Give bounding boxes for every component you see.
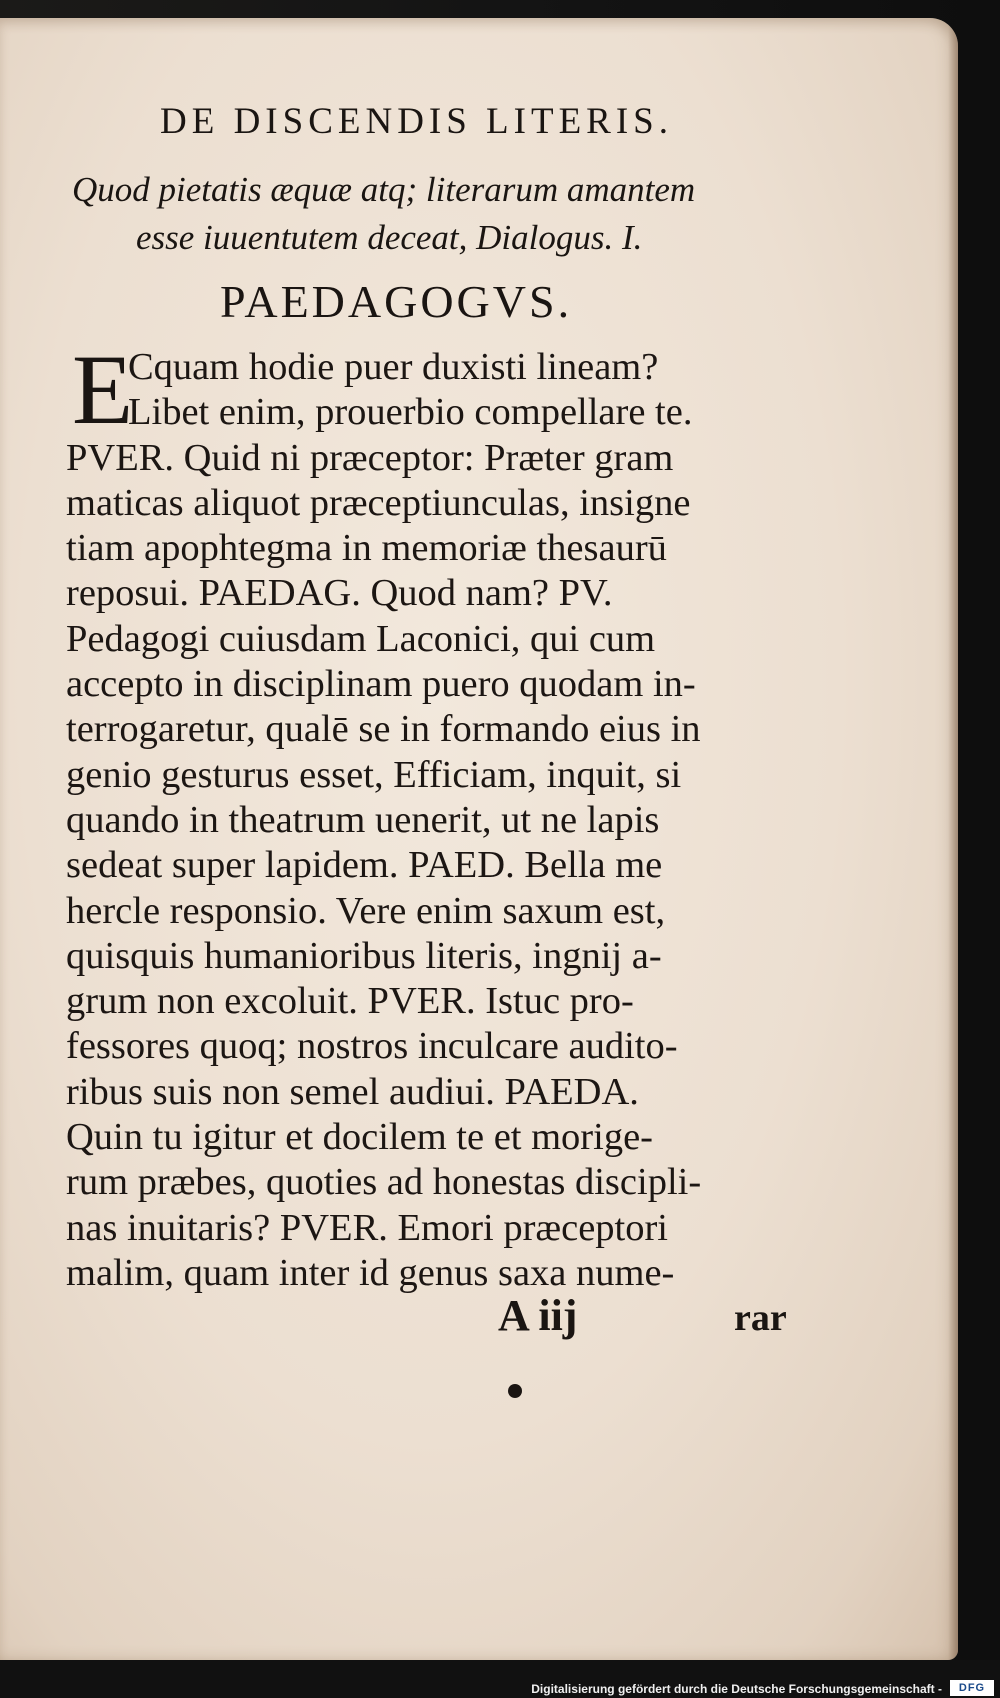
text-line: ribus suis non semel audiui. PAEDA. (66, 1070, 639, 1113)
signature-mark: A iij (498, 1291, 578, 1340)
drop-cap-initial: E (72, 334, 134, 445)
text-line: maticas aliquot præceptiunculas, insigne (66, 481, 691, 524)
speaker-heading: PAEDAGOGVS. (220, 276, 573, 327)
running-head: DE DISCENDIS LITERIS. (160, 101, 674, 142)
dfg-logo: DFG (950, 1680, 994, 1696)
page-edge-shadow (948, 18, 958, 1660)
digitization-credit: Digitalisierung gefördert durch die Deutsche Forschungsgemeinschaft - (531, 1682, 942, 1696)
chapter-title-line-1: Quod pietatis æquæ atq; literarum amantem (72, 170, 696, 209)
text-line: accepto in disciplinam puero quodam in- (66, 663, 696, 706)
text-line: terrogaretur, qualē se in formando eius in (66, 708, 701, 751)
text-line: genio gesturus esset, Efficiam, inquit, si (66, 753, 682, 796)
text-line: grum non excoluit. PVER. Istuc pro- (66, 980, 634, 1023)
text-line: Cquam hodie puer duxisti lineam? (128, 346, 659, 388)
text-line: hercle responsio. Vere enim saxum est, (66, 889, 666, 932)
text-line: nas inuitaris? PVER. Emori præceptori (66, 1206, 668, 1249)
chapter-title-line-2: esse iuuentutem deceat, Dialogus. I. (136, 218, 643, 257)
text-line: rum præbes, quoties ad honestas discipli- (66, 1161, 702, 1204)
dialogue-text (66, 334, 826, 1296)
text-line: PVER. Quid ni præceptor: Præter gram (66, 436, 674, 479)
text-line: sedeat super lapidem. PAED. Bella me (66, 844, 663, 887)
text-line: Libet enim, prouerbio compellare te. (128, 391, 693, 434)
ink-dot (508, 1384, 522, 1398)
text-line: tiam apophtegma in memoriæ thesaurū (66, 527, 667, 570)
text-line: reposui. PAEDAG. Quod nam? PV. (66, 572, 613, 615)
text-line: Quin tu igitur et docilem te et morige- (66, 1116, 653, 1159)
text-line: malim, quam inter id genus saxa nume- (66, 1251, 675, 1294)
text-line: Pedagogi cuiusdam Laconici, qui cum (66, 617, 656, 660)
text-line: quando in theatrum uenerit, ut ne lapis (66, 798, 660, 841)
text-line: fessores quoq; nostros inculcare audito- (66, 1025, 678, 1068)
catchword: rar (734, 1297, 787, 1339)
text-line: quisquis humanioribus literis, ingnij a- (66, 934, 662, 977)
